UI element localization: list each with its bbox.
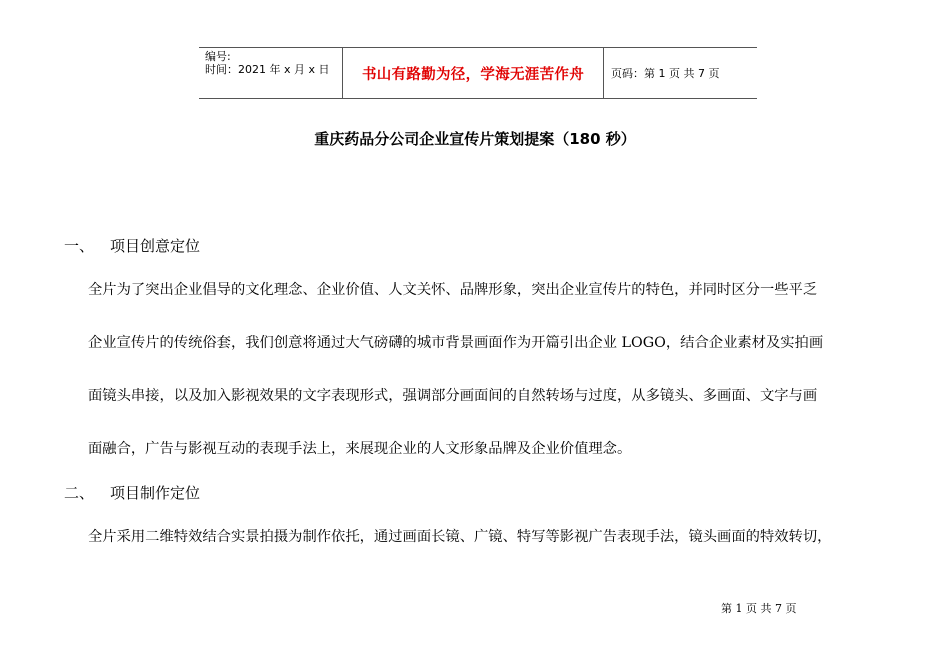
- paragraph-line: 面镜头串接，以及加入影视效果的文字表现形式，强调部分画面间的自然转场与过度，从多镜头、多画面、文字与画: [88, 388, 818, 404]
- section-title: 项目创意定位: [110, 237, 201, 255]
- paragraph-line: 全片为了突出企业倡导的文化理念、企业价值、人文关怀、品牌形象，突出企业宣传片的特色，并同时区分一些平乏: [88, 282, 818, 298]
- number-label: 编号:: [205, 50, 231, 63]
- paragraph-line: 面融合，广告与影视互动的表现手法上，来展现企业的人文形象品牌及企业价值理念。: [88, 441, 632, 457]
- section-number: 二、: [64, 484, 95, 502]
- motto-text: 书山有路勤为径，学海无涯苦作舟: [362, 66, 584, 83]
- header-table: [199, 47, 757, 99]
- time-label: 时间：2021 年 x 月 x 日: [205, 63, 330, 76]
- paragraph-line: 全片采用二维特效结合实景拍摄为制作依托，通过画面长镜、广镜、特写等影视广告表现手法，镜头画面的特效转切，: [88, 529, 832, 545]
- section-number: 一、: [64, 237, 95, 255]
- section-heading-2: [64, 483, 200, 503]
- section-heading-1: [64, 236, 200, 256]
- document-title: 重庆药品分公司企业宣传片策划提案（180 秒）: [314, 130, 636, 148]
- motto-cell: [342, 48, 604, 98]
- header-meta-cell: [199, 48, 342, 98]
- page-footer: 第 1 页 共 7 页: [721, 602, 797, 615]
- page-label: 页码：第 1 页 共 7 页: [611, 67, 720, 80]
- section-title: 项目制作定位: [110, 484, 201, 502]
- paragraph-line: 企业宣传片的传统俗套，我们创意将通过大气磅礴的城市背景画面作为开篇引出企业 LOGO，结合企业素材及实拍画: [88, 335, 824, 351]
- page-number-cell: [604, 48, 757, 98]
